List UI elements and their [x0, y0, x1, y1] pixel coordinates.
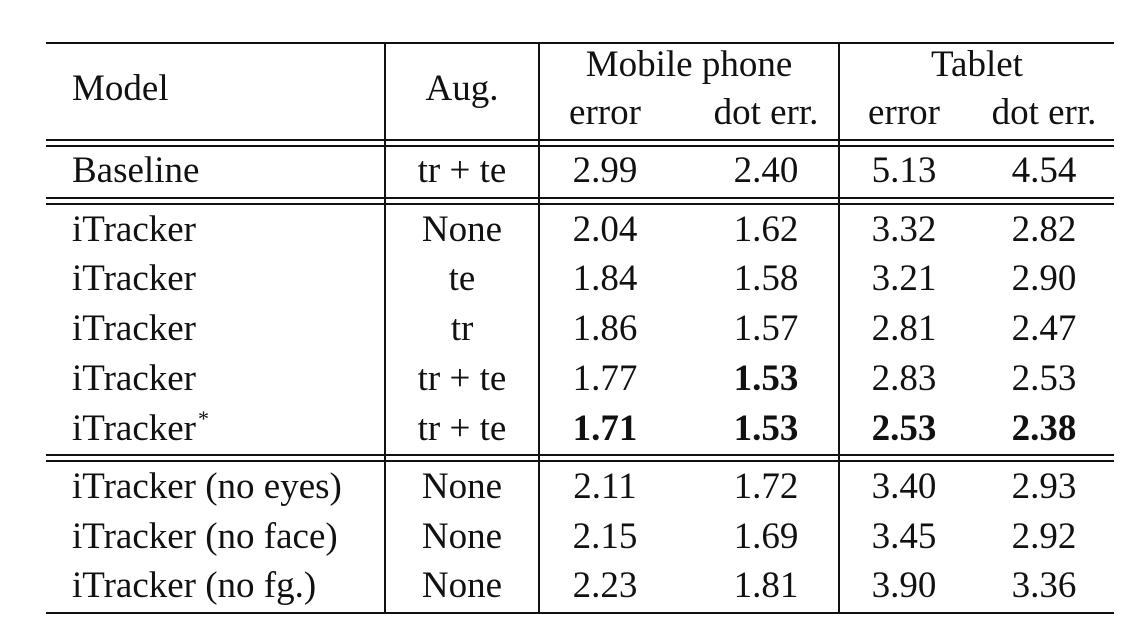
row-aug: tr + te [417, 150, 507, 191]
row-mobile-dot-err: 1.58 [733, 258, 799, 299]
row-mobile-error: 1.71 [572, 408, 638, 449]
row-tablet-error: 3.90 [871, 565, 937, 606]
row-mobile-error: 2.11 [573, 466, 637, 507]
header-model: Model [72, 68, 169, 109]
row-tablet-error: 3.21 [871, 258, 937, 299]
row-mobile-error: 2.04 [572, 209, 638, 250]
row-mobile-dot-err: 1.81 [733, 565, 799, 606]
row-tablet-error: 3.32 [871, 209, 937, 250]
row-mobile-dot-err: 1.69 [733, 516, 799, 557]
bottom-rule [46, 612, 1114, 614]
itracker-double-rule-top [46, 454, 1114, 456]
header-tablet-dot-err: dot err. [991, 92, 1097, 133]
row-tablet-dot-err: 4.54 [1011, 150, 1077, 191]
row-tablet-dot-err: 2.92 [1011, 516, 1077, 557]
row-mobile-error: 2.15 [572, 516, 638, 557]
row-tablet-dot-err: 2.53 [1011, 358, 1077, 399]
header-double-rule-top [46, 139, 1114, 141]
header-tablet: Tablet [931, 44, 1023, 85]
row-mobile-dot-err: 1.62 [733, 209, 799, 250]
row-tablet-error: 3.45 [871, 516, 937, 557]
row-mobile-dot-err: 1.53 [733, 358, 799, 399]
baseline-double-rule-bottom [46, 203, 1114, 205]
row-tablet-error: 2.53 [871, 408, 937, 449]
row-tablet-error: 5.13 [871, 150, 937, 191]
row-model: iTracker (no fg.) [72, 565, 317, 606]
row-tablet-dot-err: 2.90 [1011, 258, 1077, 299]
row-model-starred [72, 406, 209, 449]
row-mobile-dot-err: 1.72 [733, 466, 799, 507]
row-mobile-dot-err: 1.53 [733, 408, 799, 449]
row-model: iTracker [72, 408, 196, 449]
asterisk-marker: * [198, 406, 209, 431]
row-aug: tr + te [417, 358, 507, 399]
header-mobile-phone: Mobile phone [585, 44, 793, 85]
row-tablet-error: 2.83 [871, 358, 937, 399]
header-aug: Aug. [425, 68, 499, 109]
row-mobile-error: 2.23 [572, 565, 638, 606]
baseline-double-rule-top [46, 197, 1114, 199]
row-mobile-error: 1.77 [572, 358, 638, 399]
row-aug: None [421, 516, 503, 557]
row-model: iTracker [72, 258, 196, 299]
row-mobile-error: 2.99 [572, 150, 638, 191]
row-tablet-error: 2.81 [871, 308, 937, 349]
row-aug: tr + te [417, 408, 507, 449]
row-aug: tr [450, 308, 474, 349]
row-tablet-dot-err: 2.93 [1011, 466, 1077, 507]
header-mobile-error: error [569, 92, 641, 133]
row-mobile-dot-err: 1.57 [733, 308, 799, 349]
header-double-rule-bottom [46, 145, 1114, 147]
row-aug: te [448, 258, 476, 299]
itracker-double-rule-bottom [46, 460, 1114, 462]
row-model: iTracker [72, 209, 196, 250]
row-model: iTracker (no face) [72, 516, 338, 557]
header-mobile-dot-err: dot err. [713, 92, 819, 133]
row-model: iTracker (no eyes) [72, 466, 342, 507]
row-aug: None [421, 565, 503, 606]
row-model: Baseline [72, 150, 200, 191]
header-tablet-error: error [868, 92, 940, 133]
row-model: iTracker [72, 308, 196, 349]
row-model: iTracker [72, 358, 196, 399]
row-aug: None [421, 209, 503, 250]
results-table [46, 42, 1114, 616]
row-tablet-dot-err: 2.47 [1011, 308, 1077, 349]
row-mobile-dot-err: 2.40 [733, 150, 799, 191]
row-tablet-dot-err: 2.82 [1011, 209, 1077, 250]
row-tablet-error: 3.40 [871, 466, 937, 507]
row-tablet-dot-err: 2.38 [1011, 408, 1077, 449]
row-tablet-dot-err: 3.36 [1011, 565, 1077, 606]
row-mobile-error: 1.84 [572, 258, 638, 299]
row-mobile-error: 1.86 [572, 308, 638, 349]
row-aug: None [421, 466, 503, 507]
